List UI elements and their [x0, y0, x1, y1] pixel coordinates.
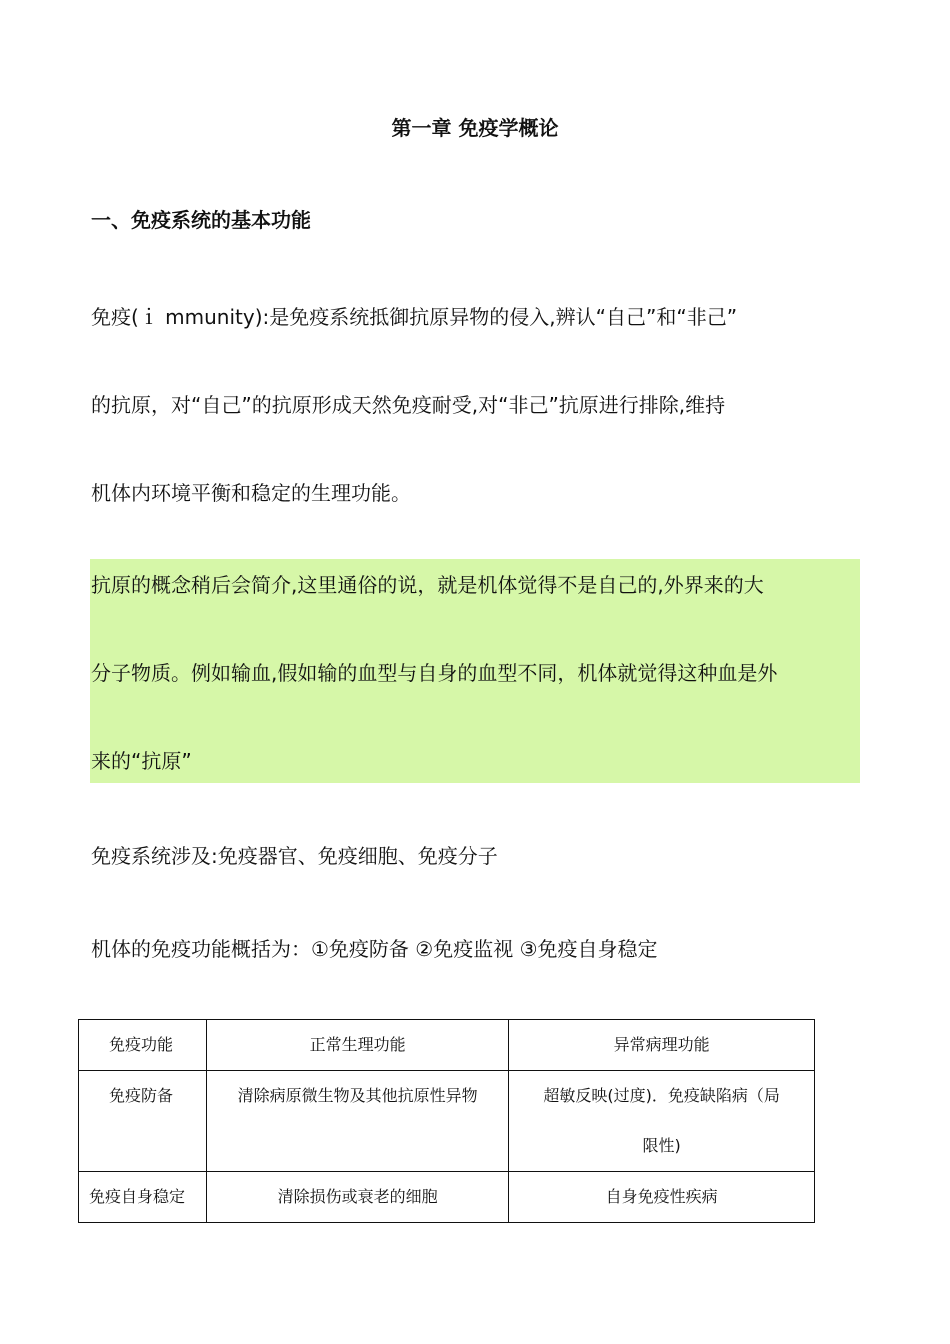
- highlight-line-3: 来的“抗原”: [91, 749, 192, 773]
- highlight-line-2: 分子物质。例如输血,假如输的血型与自身的血型不同，机体就觉得这种血是外: [91, 661, 778, 685]
- immune-system-composition: 免疫系统涉及:免疫器官、免疫细胞、免疫分子: [91, 844, 498, 868]
- cell-normal: 清除损伤或衰老的细胞: [206, 1172, 508, 1223]
- immune-function-table: [78, 1019, 815, 1223]
- cell-function: 免疫自身稳定: [79, 1172, 207, 1223]
- cell-abnormal: 自身免疫性疾病: [509, 1172, 815, 1223]
- cell-function: 免疫防备: [79, 1071, 207, 1172]
- highlight-line-1: 抗原的概念稍后会简介,这里通俗的说，就是机体觉得不是自己的,外界来的大: [91, 573, 764, 597]
- table-row: [79, 1172, 815, 1223]
- header-cell-normal: 正常生理功能: [206, 1020, 508, 1071]
- immune-functions-summary: 机体的免疫功能概括为：①免疫防备 ②免疫监视 ③免疫自身稳定: [91, 937, 658, 961]
- table-row: [79, 1071, 815, 1172]
- cell-abnormal: 超敏反映(过度)．免疫缺陷病（局 限性): [509, 1071, 815, 1172]
- definition-line-2: 的抗原，对“自己”的抗原形成天然免疫耐受,对“非己”抗原进行排除,维持: [91, 393, 726, 417]
- immunity-definition-paragraph: [91, 273, 861, 537]
- definition-line-3: 机体内环境平衡和稳定的生理功能。: [91, 481, 411, 505]
- antigen-note-paragraph: [91, 541, 861, 805]
- table-header-row: [79, 1020, 815, 1071]
- header-cell-abnormal: 异常病理功能: [509, 1020, 815, 1071]
- section-heading: 一、免疫系统的基本功能: [91, 208, 311, 232]
- cell-normal: 清除病原微生物及其他抗原性异物: [206, 1071, 508, 1172]
- definition-line-1: 免疫(ｉ mmunity):是免疫系统抵御抗原异物的侵入,辨认“自己”和“非己”: [91, 305, 738, 329]
- chapter-title: 第一章 免疫学概论: [391, 116, 559, 140]
- header-cell-function: 免疫功能: [79, 1020, 207, 1071]
